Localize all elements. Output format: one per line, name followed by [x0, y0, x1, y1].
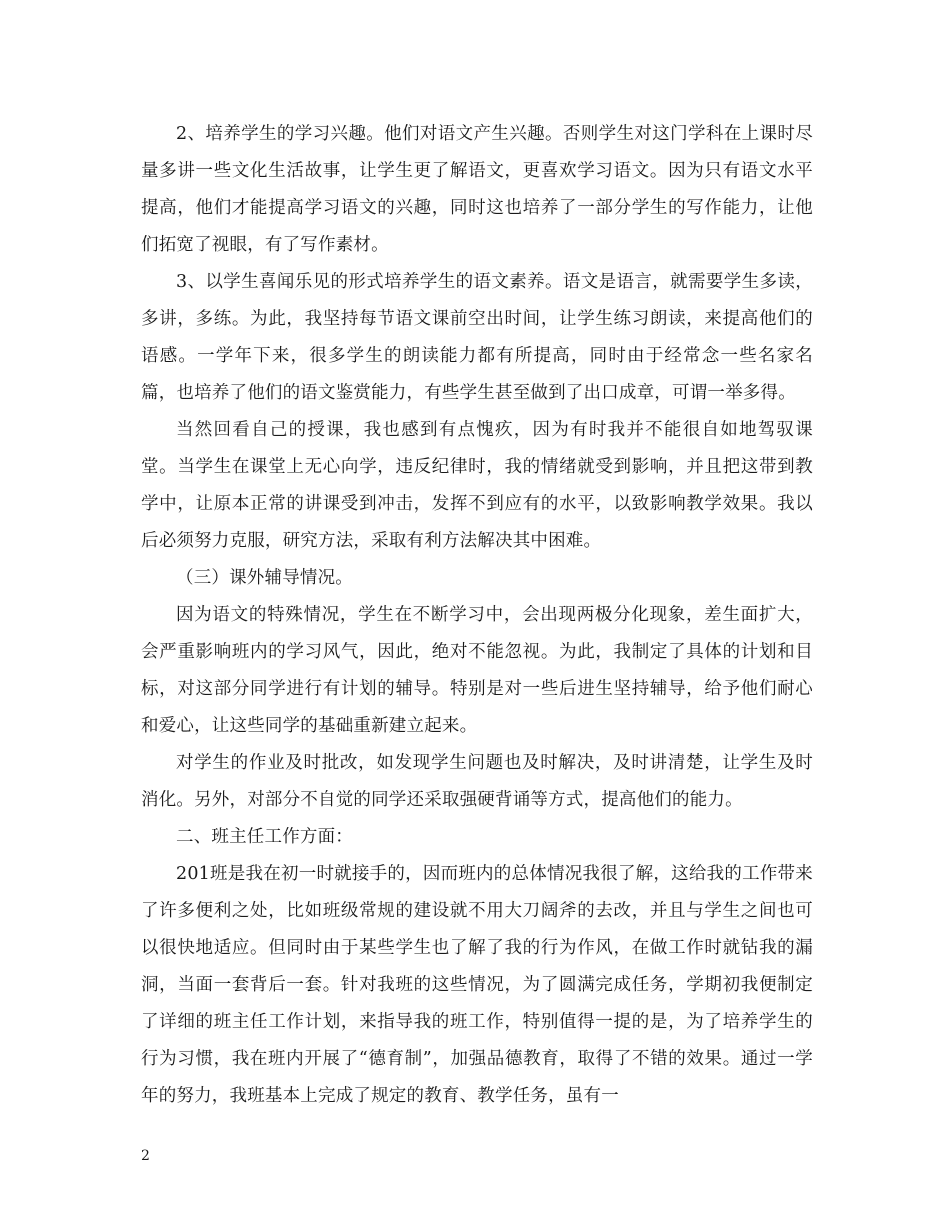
section-heading-tutoring: （三）课外辅导情况。 [176, 568, 353, 588]
paragraph-self-reflection: 当然回看自己的授课，我也感到有点愧疚，因为有时我并不能很自如地驾驭课堂。当学生在课堂上无心向学，违反纪律时，我的情绪就受到影响，并且把这带到教学中，让原本正常的讲课受到冲击，发挥不到应有的水平，以致影响教学效果。我以后必须努力克服，研究方法，采取有利方法解决其中困难。 [141, 420, 813, 551]
paragraph-language-literacy: 3、以学生喜闻乐见的形式培养学生的语文素养。语文是语言，就需要学生多读，多讲，多练。为此，我坚持每节语文课前空出时间，让学生练习朗读，来提高他们的语感。一学年下来，很多学生的朗读能力都有所提高，同时由于经常念一些名家名篇，也培养了他们的语文鉴赏能力，有些学生甚至做到了出口成章，可谓一举多得。 [141, 272, 813, 403]
paragraph-class-201: 201班是我在初一时就接手的，因而班内的总体情况我很了解，这给我的工作带来了许多便利之处，比如班级常规的建设就不用大刀阔斧的去改，并且与学生之间也可以很快地适应。但同时由于某些学生也了解了我的行为作风，在做工作时就钻我的漏洞，当面一套背后一套。针对我班的这些情况，为了圆满完成任务，学期初我便制定了详细的班主任工作计划，来指导我的班工作，特别值得一提的是，为了培养学生的行为习惯，我在班内开展了“德育制”，加强品德教育，取得了不错的效果。通过一学年的努力，我班基本上完成了规定的教育、教学任务，虽有一 [141, 864, 813, 1106]
paragraph-homework: 对学生的作业及时批改，如发现学生问题也及时解决，及时讲清楚，让学生及时消化。另外，对部分不自觉的同学还采取强硬背诵等方式，提高他们的能力。 [141, 753, 813, 810]
paragraph-cultivate-interest: 2、培养学生的学习兴趣。他们对语文产生兴趣。否则学生对这门学科在上课时尽量多讲一些文化生活故事，让学生更了解语文，更喜欢学习语文。因为只有语文水平提高，他们才能提高学习语文的兴趣，同时这也培养了一部分学生的写作能力，让他们拓宽了视眼，有了写作素材。 [141, 124, 813, 255]
document-body [141, 116, 813, 1115]
paragraph-tutoring: 因为语文的特殊情况，学生在不断学习中，会出现两极分化现象，差生面扩大，会严重影响班内的学习风气，因此，绝对不能忽视。为此，我制定了具体的计划和目标，对这部分同学进行有计划的辅导。特别是对一些后进生坚持辅导，给予他们耐心和爱心，让这些同学的基础重新建立起来。 [141, 605, 813, 736]
section-heading-class-teacher: 二、班主任工作方面： [176, 827, 353, 847]
page-number: 2 [141, 1148, 150, 1164]
